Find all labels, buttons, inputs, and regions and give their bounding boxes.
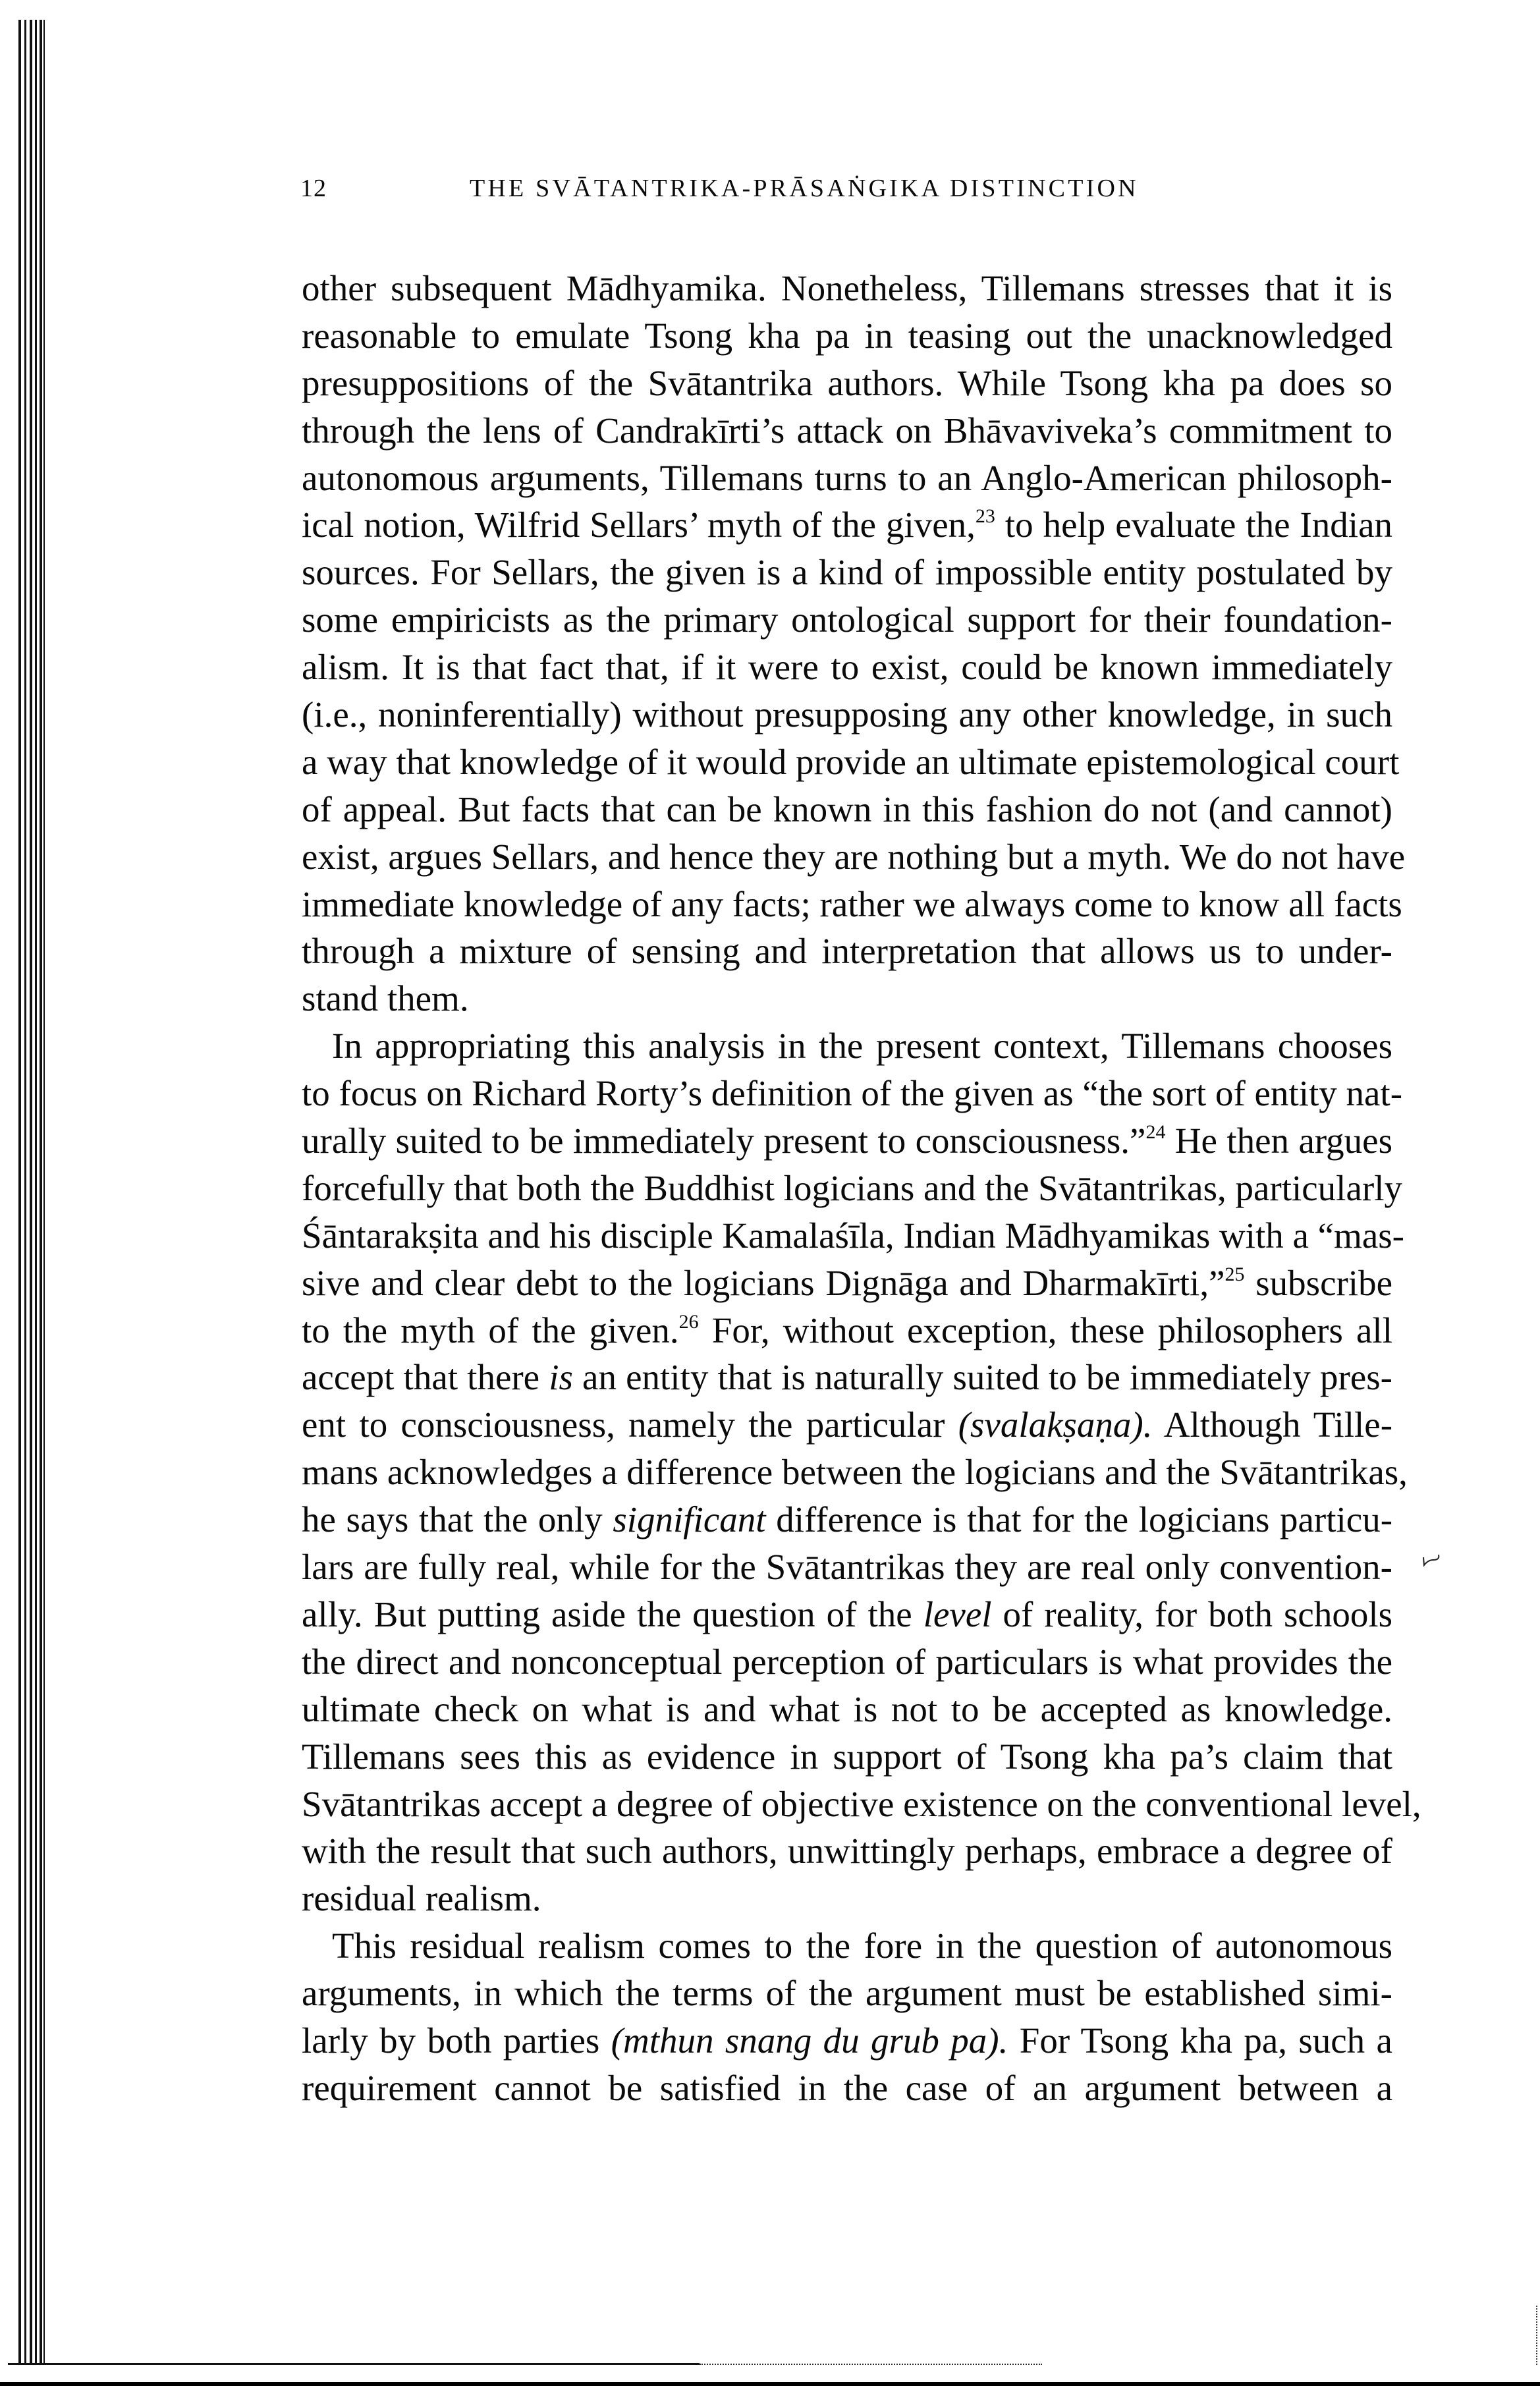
text-line: to the myth of the given.$^{26}$ For, without exception, these philosophers all	[302, 1310, 1392, 1350]
text-line: ultimate check on what is and what is not to be accepted as knowledge.	[302, 1688, 1392, 1729]
text-line: sources. For Sellars, the given is a kind of impossible entity postulated by	[302, 552, 1392, 593]
italic-term: significant	[613, 1499, 766, 1540]
italic-term: (mthun snang du grub pa).	[611, 2020, 1008, 2061]
text-line: Svātantrikas accept a degree of objective existence on the conventional level,	[302, 1783, 1421, 1824]
pencil-check-mark-icon	[1421, 1552, 1443, 1570]
text-line: presuppositions of the Svātantrika authors. While Tsong kha pa does so	[302, 362, 1392, 403]
text-line: a way that knowledge of it would provide an ultimate epistemological court	[302, 741, 1400, 782]
book-spine-scan-edge	[18, 20, 46, 2365]
text-line: In appropriating this analysis in the present context, Tillemans chooses	[332, 1026, 1392, 1067]
text-line: with the result that such authors, unwittingly perhaps, embrace a degree of	[302, 1831, 1392, 1872]
text-line: alism. It is that fact that, if it were to exist, could be known immediately	[302, 647, 1392, 688]
text-line: through a mixture of sensing and interpretation that allows us to under-	[302, 931, 1392, 972]
paragraph	[302, 1922, 1392, 2112]
scan-bottom-band	[0, 2382, 1540, 2386]
text-line: ally. But putting aside the question of the level of reality, for both schools	[302, 1594, 1393, 1634]
italic-term: (svalakṣaṇa).	[958, 1404, 1153, 1445]
text-line: urally suited to be immediately present to consciousness.”$^{24}$ He then argues	[302, 1121, 1392, 1161]
text-line: some empiricists as the primary ontological support for their foundation-	[302, 599, 1392, 640]
text-line: larly by both parties (mthun snang du grub pa). For Tsong kha pa, such a	[302, 2020, 1392, 2061]
text-line: autonomous arguments, Tillemans turns to an Anglo-American philosoph-	[302, 457, 1392, 498]
text-line: forcefully that both the Buddhist logicians and the Svātantrikas, particularly	[302, 1167, 1402, 1208]
text-line: the direct and nonconceptual perception of particulars is what provides the	[302, 1641, 1392, 1682]
page-right-edge	[1536, 2306, 1539, 2365]
text-line: exist, argues Sellars, and hence they are nothing but a myth. We do not have	[302, 836, 1406, 877]
text-line: immediate knowledge of any facts; rather we always come to know all facts	[302, 883, 1402, 924]
text-line: through the lens of Candrakīrti’s attack on Bhāvaviveka’s commitment to	[302, 410, 1392, 451]
page-bottom-edge-dotted	[700, 2364, 1042, 2365]
italic-term: is	[549, 1357, 573, 1398]
text-line: to focus on Richard Rorty’s definition of the given as “the sort of entity nat-	[302, 1073, 1403, 1114]
footnote-reference: 26	[678, 1310, 699, 1333]
text-line: of appeal. But facts that can be known in this fashion do not (and cannot)	[302, 789, 1392, 829]
body-text	[302, 265, 1421, 2112]
footnote-reference: 23	[975, 505, 995, 528]
text-line: arguments, in which the terms of the argument must be established simi-	[302, 1973, 1392, 2014]
text-line: requirement cannot be satisfied in the case of an argument between a	[302, 2067, 1392, 2108]
text-line: he says that the only significant difference is that for the logicians particu-	[302, 1499, 1393, 1540]
text-line: stand them.	[302, 978, 469, 1019]
footnote-reference: 24	[1145, 1121, 1166, 1144]
running-head	[0, 173, 1540, 206]
text-line: sive and clear debt to the logicians Dignāga and Dharmakīrti,”$^{25}$ subscribe	[302, 1262, 1392, 1303]
italic-term: level	[923, 1594, 992, 1634]
footnote-reference: 25	[1224, 1263, 1245, 1285]
text-line: other subsequent Mādhyamika. Nonetheless, Tillemans stresses that it is	[302, 268, 1392, 308]
text-line: Śāntarakṣita and his disciple Kamalaśīla, Indian Mādhyamikas with a “mas-	[302, 1215, 1404, 1256]
page-bottom-edge-rule	[8, 2363, 700, 2365]
paragraph	[302, 265, 1406, 1022]
text-line: ical notion, Wilfrid Sellars’ myth of the given,$^{23}$ to help evaluate the Indian	[302, 505, 1392, 545]
text-line: accept that there is an entity that is naturally suited to be immediately pres-	[302, 1357, 1392, 1398]
text-line: ent to consciousness, namely the particular (svalakṣaṇa). Although Tille-	[302, 1404, 1393, 1445]
text-line: reasonable to emulate Tsong kha pa in teasing out the unacknowledged	[302, 315, 1392, 356]
page-number: 12	[300, 175, 327, 202]
text-line: mans acknowledges a difference between the logicians and the Svātantrikas,	[302, 1452, 1408, 1493]
text-line: This residual realism comes to the fore in the question of autonomous	[332, 1926, 1392, 1966]
paragraph	[302, 1022, 1421, 1922]
running-head-title: THE SVĀTANTRIKA-PRĀSAṄGIKA DISTINCTION	[470, 175, 1139, 202]
text-line: lars are fully real, while for the Svātantrikas they are real only convention-	[302, 1547, 1392, 1588]
text-line: (i.e., noninferentially) without presupposing any other knowledge, in such	[302, 694, 1392, 735]
text-line: residual realism.	[302, 1878, 541, 1919]
text-line: Tillemans sees this as evidence in support of Tsong kha pa’s claim that	[302, 1736, 1392, 1777]
